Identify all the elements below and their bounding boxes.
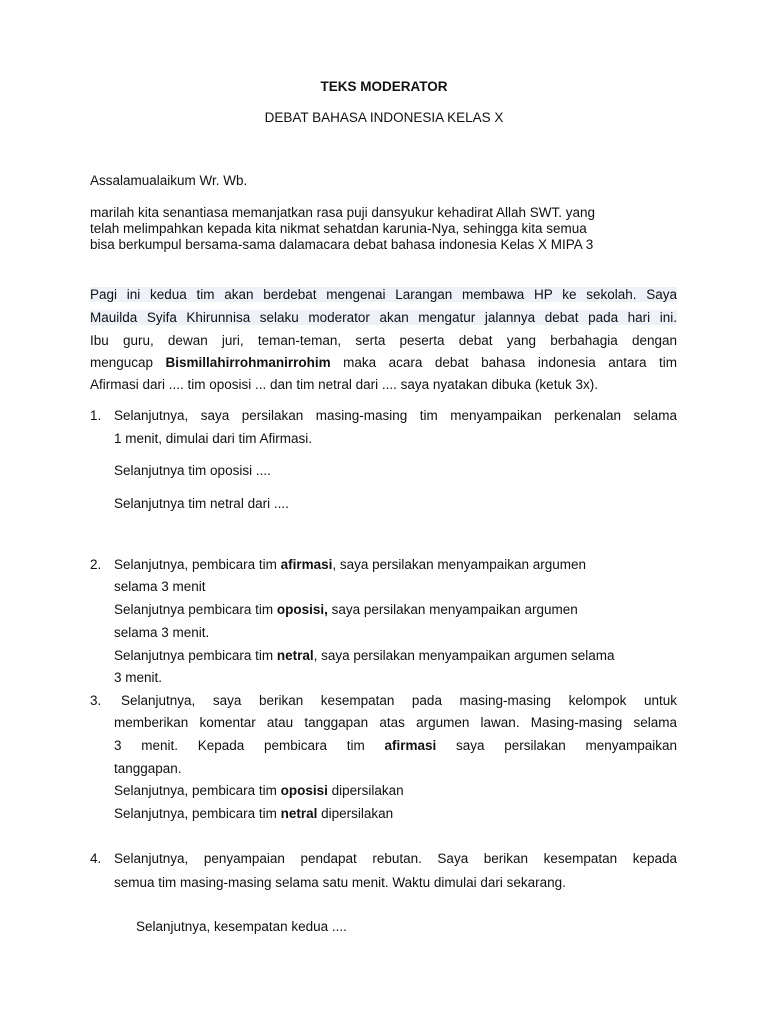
intro-line: mengucap Bismillahirrohmanirrohim maka acara debat bahasa indonesia antara tim [90,355,677,370]
opening-line: bisa berkumpul bersama-sama dalamacara debat bahasa indonesia Kelas X MIPA 3 [90,237,594,252]
opening-line: marilah kita senantiasa memanjatkan rasa puji dansyukur kehadirat Allah SWT. yang [90,205,596,220]
list-number: 3. [90,693,102,708]
item-line: Selanjutnya, penyampaian pendapat rebutan. Saya berikan kesempatan kepada [114,851,677,866]
list-number: 1. [90,408,102,423]
item-line: selama 3 menit [114,579,206,594]
item-line: semua tim masing-masing selama satu menit. Waktu dimulai dari sekarang. [114,875,566,890]
item-line: Selanjutnya pembicara tim oposisi, saya persilakan menyampaikan argumen [114,602,578,617]
item-subline: Selanjutnya, kesempatan kedua .... [136,919,347,934]
intro-line: Pagi ini kedua tim akan berdebat mengenai Larangan membawa HP ke sekolah. Saya [90,287,677,302]
item-line: Selanjutnya, pembicara tim afirmasi, saya persilakan menyampaikan argumen [114,557,587,572]
greeting: Assalamualaikum Wr. Wb. [90,173,248,188]
item-line: Selanjutnya pembicara tim netral, saya persilakan menyampaikan argumen selama [114,648,615,663]
item-line: tanggapan. [114,761,182,776]
item-line: 3 menit. [114,670,163,685]
item-line: 3 menit. Kepada pembicara tim afirmasi saya persilakan menyampaikan [114,738,677,753]
item-subline: Selanjutnya tim netral dari .... [114,496,289,511]
item-line: 1 menit, dimulai dari tim Afirmasi. [114,431,313,446]
opening-line: telah melimpahkan kepada kita nikmat sehatdan karunia-Nya, sehingga kita semua [90,221,587,236]
item-subline: Selanjutnya, pembicara tim netral dipersilakan [114,806,394,821]
item-line: memberikan komentar atau tanggapan atas argumen lawan. Masing-masing selama [114,715,677,730]
intro-line: Mauilda Syifa Khirunnisa selaku moderator akan mengatur jalannya debat pada hari ini. [90,310,677,325]
item-subline: Selanjutnya tim oposisi .... [114,463,271,478]
intro-line: Ibu guru, dewan juri, teman-teman, serta peserta debat yang berbahagia dengan [90,333,677,348]
page-subtitle: DEBAT BAHASA INDONESIA KELAS X [264,110,504,125]
item-line: Selanjutnya, saya persilakan masing-masing tim menyampaikan perkenalan selama [114,408,677,423]
list-number: 4. [90,851,102,866]
page-title: TEKS MODERATOR [320,79,448,94]
item-subline: Selanjutnya, pembicara tim oposisi dipersilakan [114,783,404,798]
intro-line: Afirmasi dari .... tim oposisi ... dan tim netral dari .... saya nyatakan dibuka (ketuk 3x). [90,377,598,392]
item-line: Selanjutnya, saya berikan kesempatan pada masing-masing kelompok untuk [121,693,677,708]
item-line: selama 3 menit. [114,625,210,640]
list-number: 2. [90,557,102,572]
